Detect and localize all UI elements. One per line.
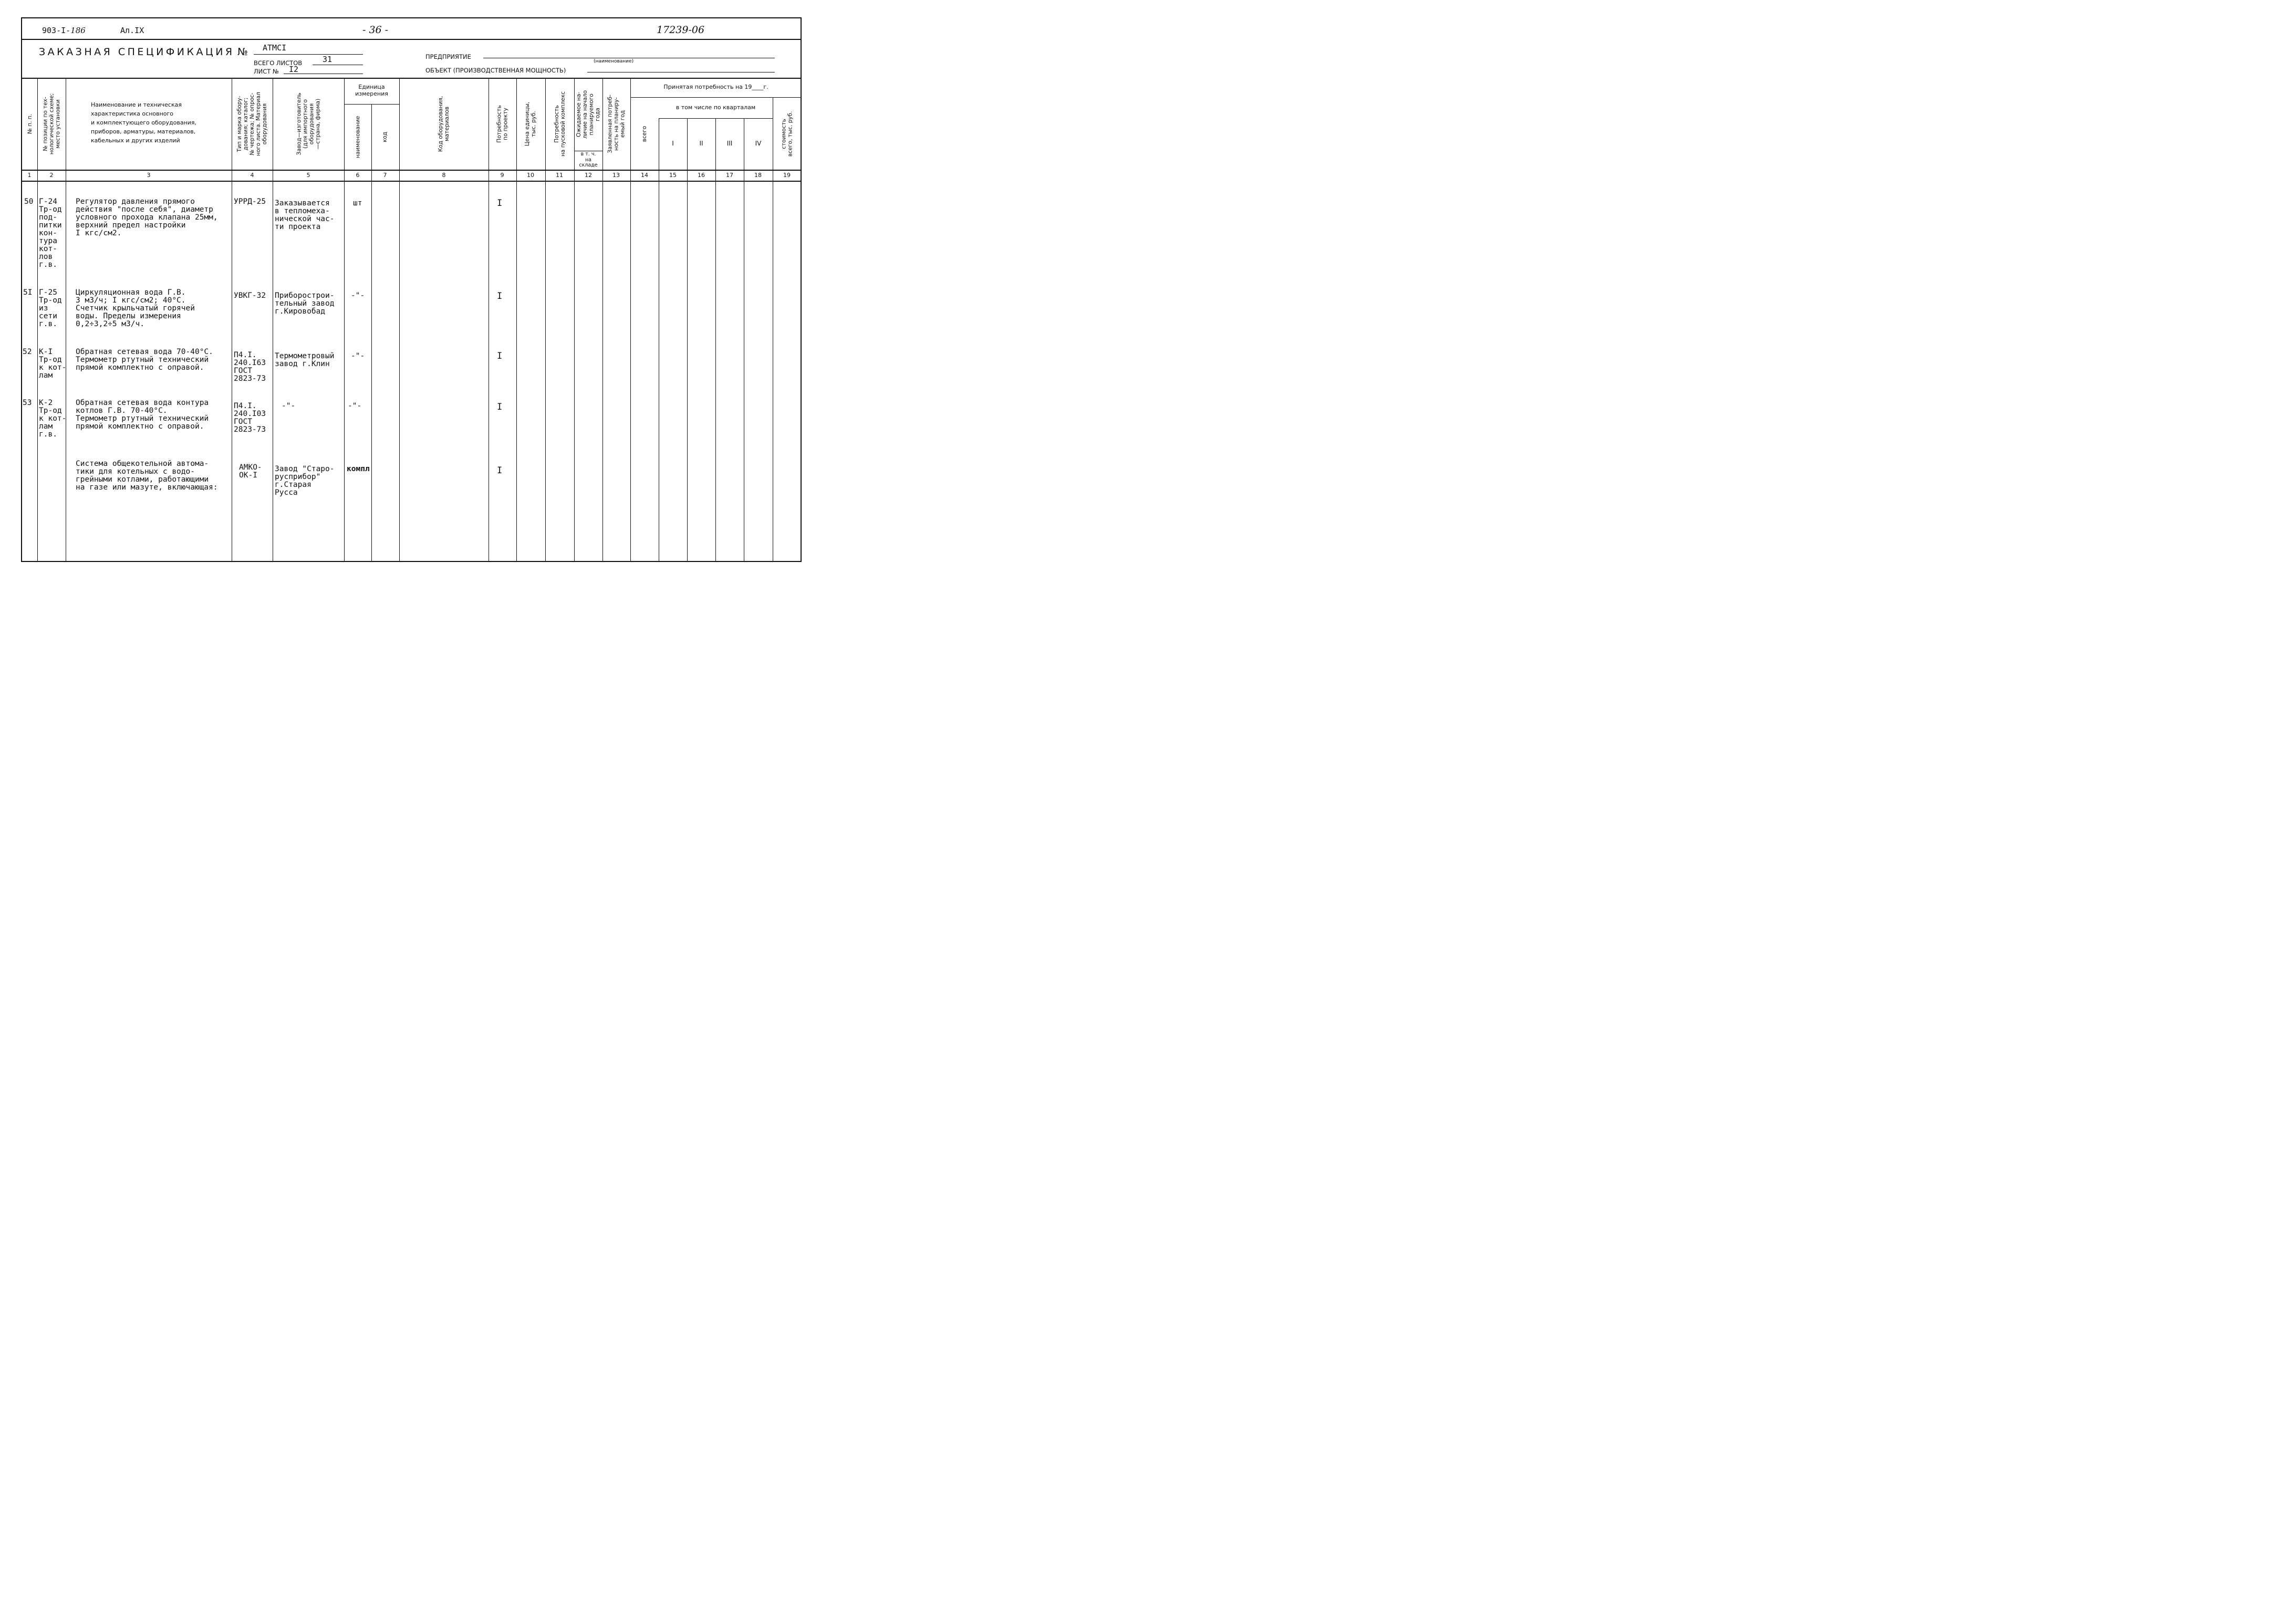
document-code: 17239-06 xyxy=(657,24,705,36)
unit-group-rule xyxy=(344,104,399,105)
col-number: 14 xyxy=(641,172,648,179)
number-row-top-rule xyxy=(21,170,802,171)
spec-code: АТМСI xyxy=(263,43,287,53)
row-number: 5I xyxy=(23,288,33,297)
row-unit: -"- xyxy=(351,292,365,300)
row-type: УРРД-25 xyxy=(234,197,266,206)
col-number: 7 xyxy=(383,172,387,179)
row-maker: Заказывается в тепломеха- нической час- ти проекта xyxy=(275,199,335,231)
col-number: 3 xyxy=(147,172,151,179)
col-number: 15 xyxy=(669,172,677,179)
col-header-10: Цена единицы, тыс. руб. xyxy=(524,101,537,147)
col-header-7: код xyxy=(382,131,389,143)
col-header-9: Потребность по проекту xyxy=(496,105,509,143)
col-line-11 xyxy=(574,78,575,561)
row-type: П4.I. 240.I03 ГОСТ 2823-73 xyxy=(234,402,266,434)
row-number: 52 xyxy=(23,348,32,356)
series-prefix: 903-I- xyxy=(42,26,71,35)
row-name: Обратная сетевая вода контура котлов Г.В. 70-40°С. Термометр ртутный технический прямой комплектно с оправой. xyxy=(76,399,209,431)
row-unit: -"- xyxy=(348,402,362,410)
row-qty: I xyxy=(497,465,503,476)
row-maker: Завод "Старо- русприбор" г.Старая Русса xyxy=(275,465,335,497)
row-position: Г-25 Тр-од из сети г.в. xyxy=(39,288,62,328)
col-header-13: Заявленная потреб- ность на планиру- емый год xyxy=(607,95,626,153)
row-qty: I xyxy=(497,402,503,412)
page-number: - 36 - xyxy=(362,24,389,36)
series-code xyxy=(42,26,86,35)
col-header-17: III xyxy=(726,140,733,147)
col-line-6 xyxy=(371,104,372,561)
row-type: П4.I. 240.I63 ГОСТ 2823-73 xyxy=(234,351,266,383)
col-header-6: наименование xyxy=(355,116,361,159)
row-name: Регулятор давления прямого действия "после себя", диаметр условного прохода клапана 25мм, верхний предел настройки I кгс/см2. xyxy=(76,197,218,237)
row-position: К-2 Тр-од к кот- лам г.в. xyxy=(39,399,67,439)
col-header-18: IV xyxy=(755,140,762,147)
quarter-group-header: в том числе по кварталам xyxy=(676,104,756,111)
row-unit: шт xyxy=(353,199,362,207)
col-number: 19 xyxy=(783,172,791,179)
row-type: УВКГ-32 xyxy=(234,292,266,300)
spec-no-label: № xyxy=(237,46,248,58)
col-line-16 xyxy=(715,118,716,561)
col-header-1: № п. п. xyxy=(26,113,33,134)
col-number: 1 xyxy=(27,172,32,179)
col-number: 9 xyxy=(500,172,504,179)
col-number: 2 xyxy=(49,172,54,179)
row-number: 50 xyxy=(24,197,34,206)
row-position: К-I Тр-од к кот- лам xyxy=(39,348,67,380)
col-header-11: Потребность на пусковой комплекс xyxy=(553,91,566,157)
row-qty: I xyxy=(497,198,503,209)
row-name: Система общекотельной автома- тики для котельных с водо- грейными котлами, работающими на газе или мазуте, включающая: xyxy=(76,460,218,492)
col-header-15: I xyxy=(672,140,674,147)
quarter-group-rule xyxy=(659,118,773,119)
number-row-bottom-rule xyxy=(21,181,802,182)
col-header-16: II xyxy=(699,140,703,147)
spec-title: ЗАКАЗНАЯ СПЕЦИФИКАЦИЯ xyxy=(39,46,235,58)
col-header-4: Тип и марка обору- дования; каталог; № чертежа; № опрос- ного листа. Материал оборудования xyxy=(236,92,268,156)
object-label: ОБЪЕКТ (ПРОИЗВОДСТВЕННАЯ МОЩНОСТЬ) xyxy=(425,67,566,74)
top-strip-divider xyxy=(21,39,802,40)
row-unit: компл xyxy=(347,465,370,473)
row-maker: Термометровый завод г.Клин xyxy=(275,352,335,368)
row-name: Обратная сетевая вода 70-40°С. Термометр ртутный технический прямой комплектно с оправой. xyxy=(76,348,213,372)
row-maker: -"- xyxy=(282,402,296,410)
row-number: 53 xyxy=(23,399,32,407)
col-number: 13 xyxy=(612,172,620,179)
enterprise-label: ПРЕДПРИЯТИЕ xyxy=(425,53,471,60)
row-maker: Приборострои- тельный завод г.Кировобад xyxy=(275,292,335,316)
col-number: 18 xyxy=(754,172,762,179)
col-header-12: Ожидаемое на- личие на начало планируемого года xyxy=(576,90,601,139)
col-header-5: Завод—изготовитель (для импортного оборудования —страна, фирма) xyxy=(295,92,321,155)
col-header-14: всего xyxy=(641,126,648,142)
enterprise-name-hint: (наименование) xyxy=(594,59,634,64)
spec-code-line xyxy=(254,54,363,55)
col-number: 5 xyxy=(306,172,310,179)
total-sheets-label: ВСЕГО ЛИСТОВ xyxy=(254,59,303,67)
sheet-no-value: I2 xyxy=(289,65,299,74)
row-qty: I xyxy=(497,351,503,361)
col-number: 10 xyxy=(527,172,534,179)
col-number: 17 xyxy=(726,172,733,179)
album-label: Ал.IX xyxy=(120,26,144,35)
col-number: 6 xyxy=(356,172,360,179)
row-type: АМКО- ОК-I xyxy=(239,463,262,480)
col-number: 11 xyxy=(556,172,563,179)
col-header-19: стоимость всего, тыс. руб. xyxy=(781,111,794,157)
row-position: Г-24 Тр-од под- питки кон- тура кот- лов г.в. xyxy=(39,197,62,269)
col-number: 16 xyxy=(698,172,705,179)
total-sheets-value: 31 xyxy=(323,55,333,64)
col-number: 4 xyxy=(250,172,254,179)
row-name: Циркуляционная вода Г.В. 3 м3/ч; I кгс/см2; 40°С. Счетчик крыльчатый горячей воды. Пределы измерения 0,2÷3,2÷5 м3/ч. xyxy=(76,288,195,328)
row-unit: -"- xyxy=(351,352,365,360)
col-number: 8 xyxy=(442,172,446,179)
accepted-group-rule xyxy=(630,97,802,98)
col-header-12-sub: в т. ч. на складе xyxy=(579,151,598,168)
col-header-3: Наименование и техническая характеристика основного и комплектующего оборудования, приборов, арматуры, материалов, кабельных и других изделий xyxy=(91,101,197,144)
row-qty: I xyxy=(497,291,503,301)
col-header-8: Код оборудования, материалов xyxy=(437,96,450,152)
series-number: 186 xyxy=(70,26,86,35)
accepted-group-header: Принятая потребность на 19____г. xyxy=(663,84,768,90)
sheet-no-label: ЛИСТ № xyxy=(254,68,279,75)
unit-group-header: Единица измерения xyxy=(355,84,388,97)
col-header-2: № позиции по тех- нологической схеме; место установки xyxy=(42,93,61,155)
col-line-15 xyxy=(687,118,688,561)
col-number: 12 xyxy=(585,172,592,179)
